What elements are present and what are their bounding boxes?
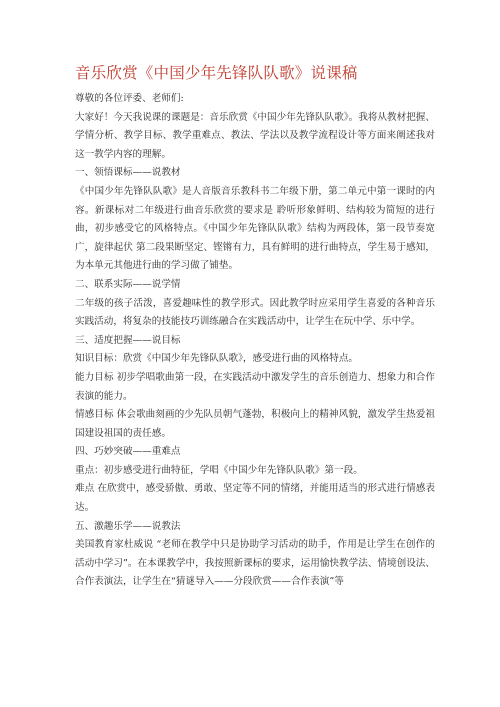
student-analysis-paragraph: 二年级的孩子活泼，喜爱趣味性的教学形式。因此教学时应采用学生喜爱的各种音乐实践活动，将复杂的技能技巧训练融合在实践活动中，让学生在玩中学、乐中学。 <box>75 297 435 328</box>
textbook-paragraph: 《中国少年先锋队队歌》是人音版音乐教科书二年级下册，第二单元中第一课时的内容。新课标对二年级进行曲音乐欣赏的要求是 聆听形象鲜明、结构较为简短的进行曲，初步感受它的风格特点。《中国少年先锋队队歌》结构为两段体，第一段节奏宽广，旋律起伏 第二段果断坚定、铿锵有力，具有鲜明的进行曲特点，学生易于感知，为本单元其他进行曲的学习做了铺垫。 <box>75 185 435 272</box>
section-heading-4: 四、巧妙突破——重难点 <box>75 446 181 458</box>
intro-paragraph: 大家好！今天我说课的课题是：音乐欣赏《中国少年先锋队队歌》。我将从教材把握、学情分析、教学目标、教学重难点、教法、学法以及教学流程设计等方面来阐述我对这一教学内容的理解。 <box>75 111 435 160</box>
section-heading-2: 二、联系实际——说学情 <box>75 278 181 290</box>
method-paragraph: 美国教育家杜威说 “老师在教学中只是协助学习活动的助手，作用是让学生在创作的活动中学习”。在本课教学中，我按照新课标的要求，运用愉快教学法、情境创设法、合作表演法，让学生在“猜谜导入——分段欣赏——合作表演”等 <box>75 539 435 588</box>
document-title: 音乐欣赏《中国少年先锋队队歌》说课稿 <box>75 64 358 82</box>
ability-goal: 能力目标 初步学唱歌曲第一段，在实践活动中激发学生的音乐创造力、想象力和合作表演的能力。 <box>75 371 435 402</box>
section-heading-3: 三、适度把握——说目标 <box>75 334 181 346</box>
document-page <box>75 62 435 592</box>
greeting: 尊敬的各位评委、老师们: <box>75 93 184 104</box>
difficult-point: 难点 在欣赏中，感受骄傲、勇敢、坚定等不同的情绪，并能用适当的形式进行情感表达。 <box>75 483 435 514</box>
section-heading-1: 一、领悟课标——说教材 <box>75 167 181 179</box>
emotion-goal: 情感目标 体会歌曲刻画的少先队员朝气蓬勃，积极向上的精神风貌，激发学生热爱祖国建设祖国的责任感。 <box>75 409 435 439</box>
section-heading-5: 五、激趣乐学——说教法 <box>75 520 181 532</box>
knowledge-goal: 知识目标：欣赏《中国少年先锋队队歌》，感受进行曲的风格特点。 <box>75 353 359 365</box>
key-point: 重点：初步感受进行曲特征，学唱《中国少年先锋队队歌》第一段。 <box>75 464 363 476</box>
